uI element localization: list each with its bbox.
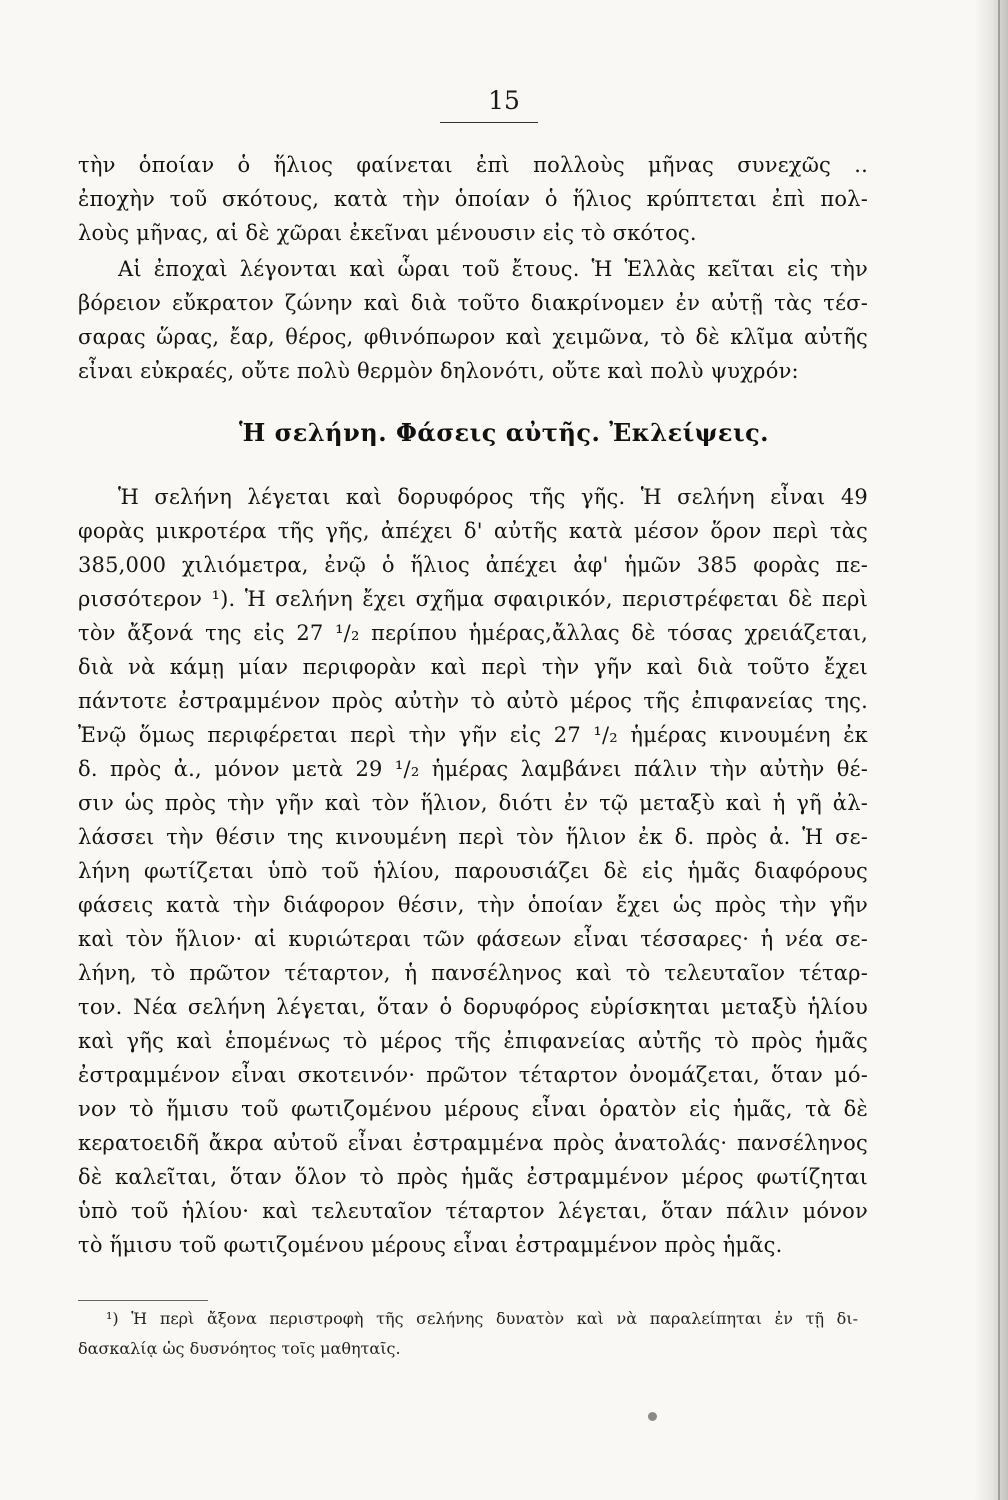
text-line: κερατοειδῆ ἄκρα αὐτοῦ εἶναι ἐστραμμένα πρὸς ἀνατολάς· πανσέληνος: [78, 1131, 868, 1155]
page-number: 15: [488, 86, 520, 115]
text-line: καὶ τὸν ἥλιον· αἱ κυριώτεραι τῶν φάσεων εἶναι τέσσαρες· ἡ νέα σε-: [78, 927, 868, 951]
text-line: τὸ ἥμισυ τοῦ φωτιζομένου μέρους εἶναι ἐστραμμένον πρὸς ἡμᾶς.: [78, 1233, 783, 1257]
text-line: πάντοτε ἐστραμμένον πρὸς αὐτὴν τὸ αὐτὸ μέρος τῆς ἐπιφανείας της.: [78, 689, 868, 713]
text-line: φάσεις κατὰ τὴν διάφορον θέσιν, τὴν ὁποίαν ἔχει ὡς πρὸς τὴν γῆν: [78, 893, 868, 917]
footnote: [78, 1304, 858, 1364]
text-line: λοὺς μῆνας, αἱ δὲ χῶραι ἐκεῖναι μένουσιν εἰς τὸ σκότος.: [78, 221, 697, 245]
text-line: δ. πρὸς ἀ., μόνον μετὰ 29 ¹/₂ ἡμέρας λαμβάνει πάλιν τὴν αὐτὴν θέ-: [78, 757, 868, 781]
text-line: διὰ νὰ κάμῃ μίαν περιφορὰν καὶ περὶ τὴν γῆν καὶ διὰ τοῦτο ἔχει: [78, 655, 868, 679]
text-line: δὲ καλεῖται, ὅταν ὅλον τὸ πρὸς ἡμᾶς ἐστραμμένον μέρος φωτίζηται: [78, 1165, 868, 1189]
text-line: βόρειον εὔκρατον ζώνην καὶ διὰ τοῦτο διακρίνομεν ἐν αὐτῇ τὰς τέσ-: [78, 291, 868, 315]
text-line: Ἡ σελήνη λέγεται καὶ δορυφόρος τῆς γῆς. Ἡ σελήνη εἶναι 49: [118, 485, 868, 509]
footnote-line: ¹) Ἡ περὶ ἄξονα περιστροφὴ τῆς σελήνης δυνατὸν καὶ νὰ παραλείπηται ἐν τῇ δι-: [106, 1309, 858, 1328]
page-number-rule: [440, 122, 538, 123]
text-line: Αἱ ἐποχαὶ λέγονται καὶ ὧραι τοῦ ἔτους. Ἡ Ἑλλὰς κεῖται εἰς τὴν: [118, 257, 868, 281]
paragraph-moon: [78, 480, 868, 1262]
page-edge-shadow: [974, 0, 1008, 1500]
text-line: σιν ὡς πρὸς τὴν γῆν καὶ τὸν ἥλιον, διότι ἐν τῷ μεταξὺ καὶ ἡ γῆ ἀλ-: [78, 791, 868, 815]
footnote-rule: [78, 1300, 208, 1301]
text-line: εἶναι εὐκραές, οὔτε πολὺ θερμὸν δηλονότι, οὔτε καὶ πολὺ ψυχρόν:: [78, 359, 799, 383]
text-line: λάσσει τὴν θέσιν της κινουμένη περὶ τὸν ἥλιον ἐκ δ. πρὸς ἀ. Ἡ σε-: [78, 825, 868, 849]
text-line: νον τὸ ἥμισυ τοῦ φωτιζομένου μέρους εἶναι ὁρατὸν εἰς ἡμᾶς, τὰ δὲ: [78, 1097, 868, 1121]
text-line: φορὰς μικροτέρα τῆς γῆς, ἀπέχει δ' αὐτῆς κατὰ μέσον ὅρον περὶ τὰς: [78, 519, 868, 543]
text-line: τὴν ὁποίαν ὁ ἥλιος φαίνεται ἐπὶ πολλοὺς μῆνας συνεχῶς ..: [78, 153, 868, 177]
text-line: 385,000 χιλιόμετρα, ἐνῷ ὁ ἥλιος ἀπέχει ἀφ' ἡμῶν 385 φορὰς πε-: [78, 553, 868, 577]
text-line: λήνη φωτίζεται ὑπὸ τοῦ ἡλίου, παρουσιάζει δὲ εἰς ἡμᾶς διαφόρους: [78, 859, 868, 883]
text-line: ἐποχὴν τοῦ σκότους, κατὰ τὴν ὁποίαν ὁ ἥλιος κρύπτεται ἐπὶ πολ-: [78, 187, 868, 211]
paper-spot: [648, 1412, 657, 1421]
text-line: λήνη, τὸ πρῶτον τέταρτον, ἡ πανσέληνος καὶ τὸ τελευταῖον τέταρ-: [78, 961, 868, 985]
page-edge-line: [998, 0, 1000, 1500]
text-line: Ἐνῷ ὅμως περιφέρεται περὶ τὴν γῆν εἰς 27 ¹/₂ ἡμέρας κινουμένη ἐκ: [78, 723, 868, 747]
section-heading: Ἡ σελήνη. Φάσεις αὐτῆς. Ἐκλείψεις.: [238, 418, 770, 447]
paragraph-seasons: [78, 252, 868, 388]
text-line: ὑπὸ τοῦ ἡλίου· καὶ τελευταῖον τέταρτον λέγεται, ὅταν πάλιν μόνον: [78, 1199, 868, 1223]
text-line: ἐστραμμένον εἶναι σκοτεινόν· πρῶτον τέταρτον ὀνομάζεται, ὅταν μό-: [78, 1063, 868, 1087]
text-line: τον. Νέα σελήνη λέγεται, ὅταν ὁ δορυφόρος εὑρίσκηται μεταξὺ ἡλίου: [78, 995, 868, 1019]
paragraph-continuation: [78, 148, 868, 250]
footnote-line: δασκαλίᾳ ὡς δυσνόητος τοῖς μαθηταῖς.: [78, 1339, 401, 1358]
text-line: καὶ γῆς καὶ ἑπομένως τὸ μέρος τῆς ἐπιφανείας αὐτῆς τὸ πρὸς ἡμᾶς: [78, 1029, 868, 1053]
text-line: σαρας ὥρας, ἔαρ, θέρος, φθινόπωρον καὶ χειμῶνα, τὸ δὲ κλῖμα αὐτῆς: [78, 325, 868, 349]
text-line: τὸν ἄξονά της εἰς 27 ¹/₂ περίπου ἡμέρας,ἄλλας δὲ τόσας χρειάζεται,: [78, 621, 868, 645]
text-line: ρισσότερον ¹). Ἡ σελήνη ἔχει σχῆμα σφαιρικόν, περιστρέφεται δὲ περὶ: [78, 587, 868, 611]
